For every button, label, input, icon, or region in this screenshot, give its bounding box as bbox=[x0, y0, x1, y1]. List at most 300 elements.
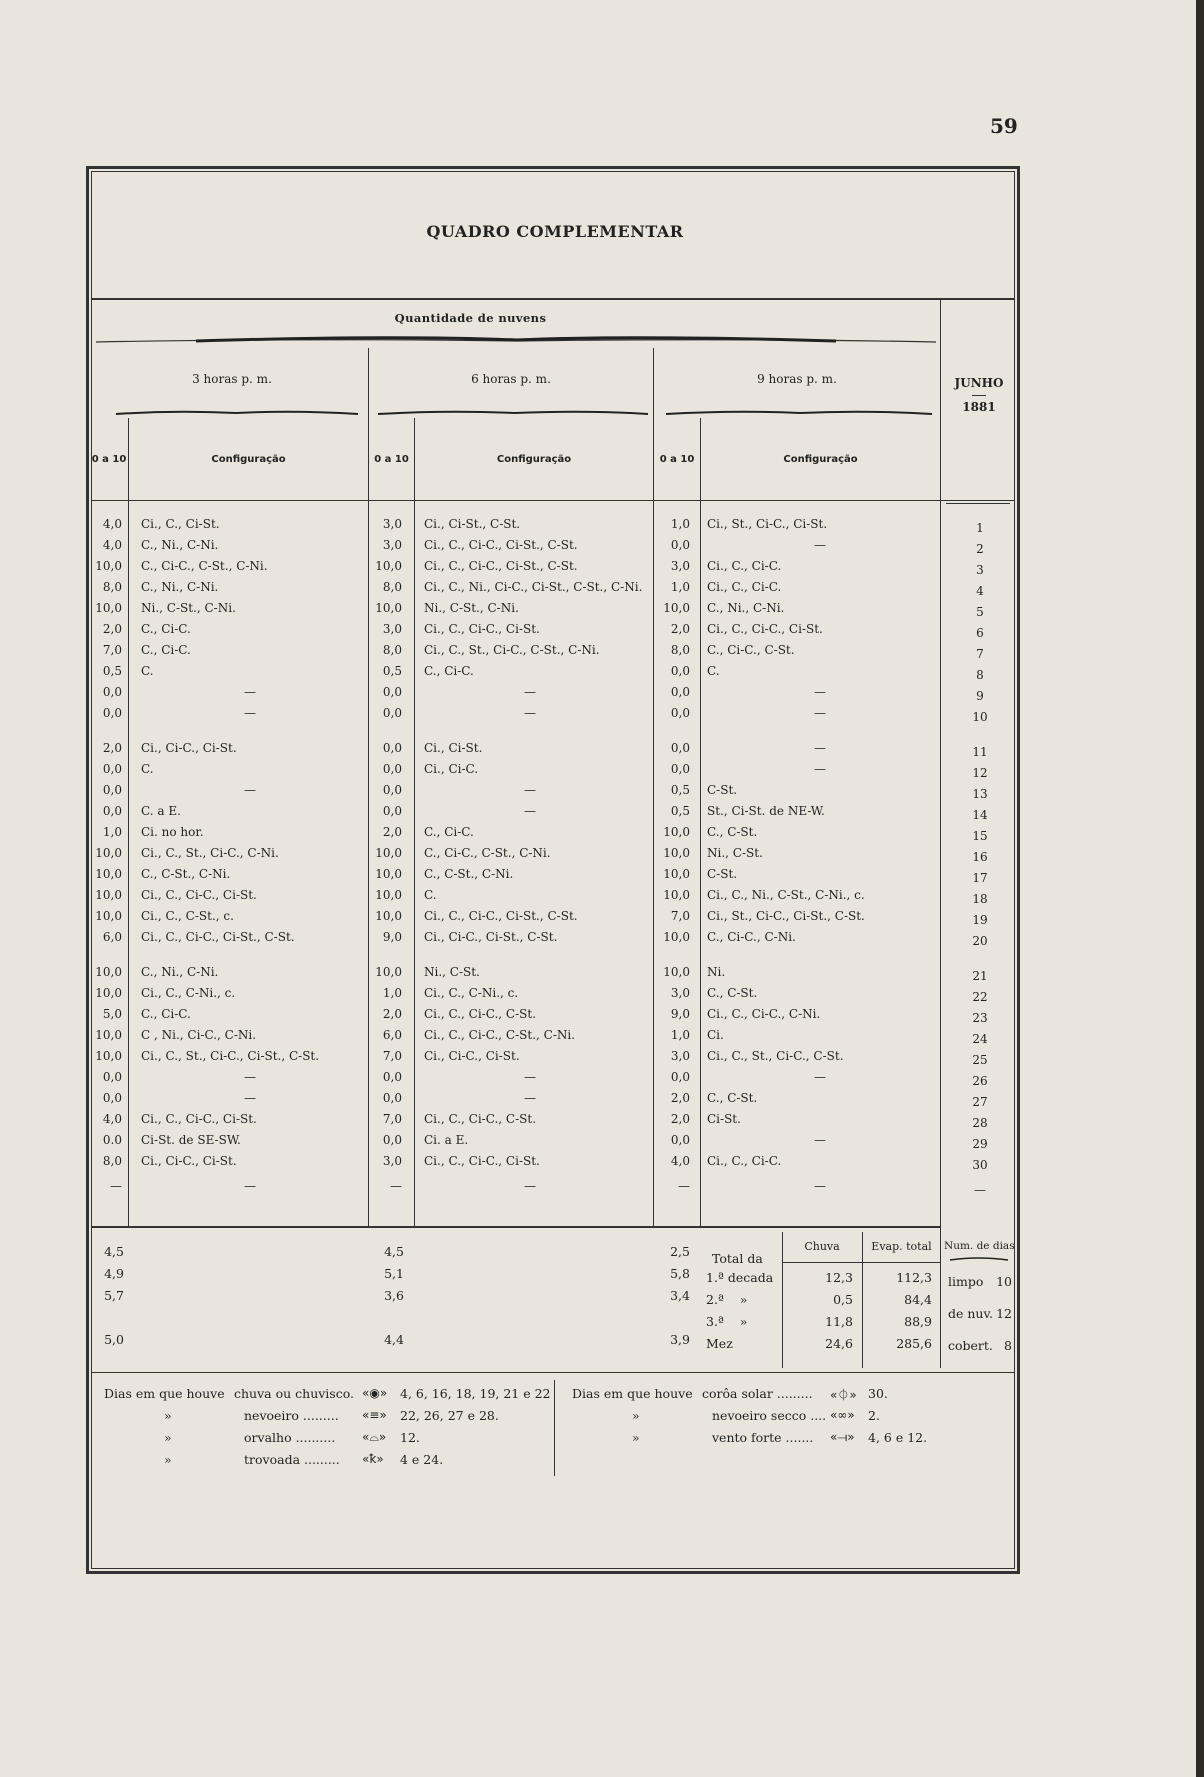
amount-6pm: 3,0 bbox=[382, 622, 402, 636]
config-6pm: C., Ci-C., C-St., C-Ni. bbox=[424, 846, 551, 860]
day-number: 20 bbox=[972, 934, 988, 948]
config-3pm: Ci-St. de SE-SW. bbox=[141, 1133, 241, 1147]
amount-6pm: 10,0 bbox=[375, 601, 402, 615]
note-label: corôa solar ......... bbox=[702, 1386, 813, 1401]
config-9pm: Ci., St., Ci-C., Ci-St., C-St. bbox=[707, 909, 865, 923]
amount-9pm: 9,0 bbox=[670, 1007, 690, 1021]
header-rule bbox=[91, 500, 1015, 501]
amount-9pm: 0,0 bbox=[670, 706, 690, 720]
amount-9pm: 1,0 bbox=[670, 1028, 690, 1042]
config-6pm: Ci., Ci-C., Ci-St. bbox=[424, 1049, 520, 1063]
dias-header: Num. de dias bbox=[944, 1240, 1015, 1252]
config-9pm: C., Ci-C., C-Ni. bbox=[707, 930, 796, 944]
table-row bbox=[0, 576, 1204, 598]
totals-chuva: 12,3 bbox=[825, 1270, 853, 1285]
config-9pm: — bbox=[814, 1133, 826, 1147]
note-symbol-icon: «⟞» bbox=[830, 1430, 855, 1444]
config-9pm: Ci., C., Ci-C., Ci-St. bbox=[707, 622, 823, 636]
table-row bbox=[0, 513, 1204, 535]
config-6pm: Ci. a E. bbox=[424, 1133, 469, 1147]
amount-9pm: 1,0 bbox=[670, 517, 690, 531]
table-row bbox=[0, 842, 1204, 864]
title-rule bbox=[91, 298, 1015, 300]
amount-6pm: 0,0 bbox=[382, 741, 402, 755]
day-number: 19 bbox=[972, 913, 988, 927]
totals-evap: 112,3 bbox=[896, 1270, 932, 1285]
config-6pm: Ci., C., Ci-C., C-St. bbox=[424, 1112, 537, 1126]
table-row bbox=[0, 1129, 1204, 1151]
table-row bbox=[0, 926, 1204, 948]
table-row bbox=[0, 702, 1204, 724]
amount-3pm: 10,0 bbox=[95, 601, 122, 615]
config-3pm: C., Ci-C. bbox=[141, 1007, 191, 1021]
config-3pm: Ci., C., Ci-C., Ci-St., C-St. bbox=[141, 930, 295, 944]
day-number: 26 bbox=[972, 1074, 988, 1088]
amount-6pm: 0,0 bbox=[382, 1091, 402, 1105]
mean-p2: 3,6 bbox=[384, 1288, 404, 1303]
config-9pm: Ci., C., St., Ci-C., C-St. bbox=[707, 1049, 844, 1063]
amount-3pm: 10,0 bbox=[95, 888, 122, 902]
month-header bbox=[944, 376, 1014, 415]
mean-p1: 4,5 bbox=[104, 1244, 124, 1259]
col-amount-3: 0 a 10 bbox=[659, 454, 695, 465]
config-9pm: Ni., C-St. bbox=[707, 846, 763, 860]
table-row bbox=[0, 1045, 1204, 1067]
amount-6pm: 0,0 bbox=[382, 804, 402, 818]
period-9pm: 9 horas p. m. bbox=[757, 372, 837, 386]
table-row bbox=[0, 961, 1204, 983]
amount-3pm: 0,0 bbox=[102, 1091, 122, 1105]
amount-3pm: 7,0 bbox=[102, 643, 122, 657]
amount-9pm: 0,0 bbox=[670, 762, 690, 776]
config-3pm: Ci., C., Ci-C., Ci-St. bbox=[141, 888, 257, 902]
table-row bbox=[0, 534, 1204, 556]
config-6pm: C. bbox=[424, 888, 437, 902]
config-3pm: Ni., C-St., C-Ni. bbox=[141, 601, 236, 615]
note-label: nevoeiro secco .... bbox=[712, 1408, 827, 1423]
day-number: 15 bbox=[972, 829, 988, 843]
day-number: 13 bbox=[972, 787, 988, 801]
config-3pm: — bbox=[244, 1091, 256, 1105]
period-braces bbox=[96, 408, 942, 420]
config-3pm: C., Ci-C., C-St., C-Ni. bbox=[141, 559, 268, 573]
totals-label: Mez bbox=[706, 1336, 733, 1351]
amount-9pm: 10,0 bbox=[663, 601, 690, 615]
table-row bbox=[0, 884, 1204, 906]
totals-label: 3.ª » bbox=[706, 1314, 748, 1329]
amount-9pm: 4,0 bbox=[670, 1154, 690, 1168]
amount-6pm: 10,0 bbox=[375, 888, 402, 902]
config-3pm: C. a E. bbox=[141, 804, 181, 818]
config-3pm: Ci. no hor. bbox=[141, 825, 204, 839]
config-6pm: — bbox=[524, 1070, 536, 1084]
note-value: 12. bbox=[400, 1430, 420, 1445]
config-6pm: — bbox=[524, 685, 536, 699]
day-number: 3 bbox=[976, 563, 984, 577]
config-6pm: Ni., C-St. bbox=[424, 965, 480, 979]
note-prefix: » bbox=[632, 1430, 640, 1445]
amount-3pm: 8,0 bbox=[102, 1154, 122, 1168]
table-row bbox=[0, 1003, 1204, 1025]
col-config-2: Configuração bbox=[496, 454, 572, 465]
amount-6pm: 0,5 bbox=[382, 664, 402, 678]
config-3pm: Ci., C., C-Ni., c. bbox=[141, 986, 236, 1000]
day-number: 22 bbox=[972, 990, 988, 1004]
config-3pm: Ci., Ci-C., Ci-St. bbox=[141, 1154, 237, 1168]
config-6pm: Ni., C-St., C-Ni. bbox=[424, 601, 519, 615]
table-row bbox=[0, 758, 1204, 780]
amount-6pm: — bbox=[390, 1179, 402, 1193]
totals-title: Total da bbox=[712, 1251, 763, 1266]
amount-9pm: 10,0 bbox=[663, 930, 690, 944]
amount-3pm: 10,0 bbox=[95, 986, 122, 1000]
mean-p1: 4,9 bbox=[104, 1266, 124, 1281]
note-label: orvalho .......... bbox=[244, 1430, 336, 1445]
day-number: 7 bbox=[976, 647, 984, 661]
dias-label: limpo bbox=[948, 1274, 984, 1289]
config-3pm: Ci., Ci-C., Ci-St. bbox=[141, 741, 237, 755]
amount-3pm: 8,0 bbox=[102, 580, 122, 594]
amount-3pm: 0,0 bbox=[102, 804, 122, 818]
amount-9pm: 3,0 bbox=[670, 986, 690, 1000]
day-number: 1 bbox=[976, 521, 984, 535]
config-9pm: C-St. bbox=[707, 783, 738, 797]
config-9pm: — bbox=[814, 741, 826, 755]
totals-chuva: 11,8 bbox=[825, 1314, 853, 1329]
amount-6pm: 0,0 bbox=[382, 685, 402, 699]
table-row bbox=[0, 863, 1204, 885]
config-6pm: Ci., C., Ni., Ci-C., Ci-St., C-St., C-Ni. bbox=[424, 580, 643, 594]
config-3pm: Ci., C., Ci-St. bbox=[141, 517, 220, 531]
totals-label: 2.ª » bbox=[706, 1292, 748, 1307]
config-6pm: Ci., C., Ci-C., C-St. bbox=[424, 1007, 537, 1021]
amount-9pm: 10,0 bbox=[663, 846, 690, 860]
config-9pm: C., Ci-C., C-St. bbox=[707, 643, 795, 657]
note-prefix: » bbox=[164, 1452, 172, 1467]
note-label: trovoada ......... bbox=[244, 1452, 340, 1467]
config-3pm: C., Ni., C-Ni. bbox=[141, 538, 219, 552]
table-row bbox=[0, 1087, 1204, 1109]
amount-6pm: 0,0 bbox=[382, 1133, 402, 1147]
amount-3pm: 1,0 bbox=[102, 825, 122, 839]
amount-6pm: 0,0 bbox=[382, 1070, 402, 1084]
day-number: 21 bbox=[972, 969, 988, 983]
note-symbol-icon: «⌓» bbox=[362, 1430, 387, 1444]
config-3pm: Ci., C., St., Ci-C., C-Ni. bbox=[141, 846, 279, 860]
config-6pm: — bbox=[524, 783, 536, 797]
note-prefix: » bbox=[164, 1430, 172, 1445]
amount-9pm: 0,5 bbox=[670, 804, 690, 818]
note-label: nevoeiro ......... bbox=[244, 1408, 339, 1423]
config-6pm: Ci., Ci-St., C-St. bbox=[424, 517, 521, 531]
amount-9pm: 0,0 bbox=[670, 664, 690, 678]
day-number: 12 bbox=[972, 766, 988, 780]
totals-label: 1.ª decada bbox=[706, 1270, 774, 1285]
config-3pm: C., Ni., C-Ni. bbox=[141, 580, 219, 594]
config-6pm: Ci., Ci-St. bbox=[424, 741, 483, 755]
table-row bbox=[0, 1024, 1204, 1046]
table-row bbox=[0, 821, 1204, 843]
year-label: 1881 bbox=[962, 400, 996, 414]
amount-6pm: 3,0 bbox=[382, 1154, 402, 1168]
note-symbol-icon: «∞» bbox=[830, 1408, 855, 1422]
config-9pm: — bbox=[814, 1070, 826, 1084]
note-prefix: » bbox=[164, 1408, 172, 1423]
config-9pm: — bbox=[814, 685, 826, 699]
day-number: 25 bbox=[972, 1053, 988, 1067]
config-3pm: C., Ci-C. bbox=[141, 643, 191, 657]
period-6pm: 6 horas p. m. bbox=[471, 372, 551, 386]
totals-chuva-header: Chuva bbox=[804, 1240, 840, 1253]
note-value: 22, 26, 27 e 28. bbox=[400, 1408, 499, 1423]
note-prefix: Dias em que houve bbox=[104, 1386, 225, 1401]
amount-9pm: 10,0 bbox=[663, 888, 690, 902]
amount-3pm: 10,0 bbox=[95, 846, 122, 860]
amount-6pm: 10,0 bbox=[375, 909, 402, 923]
config-3pm: — bbox=[244, 1070, 256, 1084]
amount-6pm: 7,0 bbox=[382, 1049, 402, 1063]
config-9pm: — bbox=[814, 706, 826, 720]
section-title: Quantidade de nuvens bbox=[394, 311, 547, 325]
amount-6pm: 3,0 bbox=[382, 517, 402, 531]
page-number: 59 bbox=[990, 114, 1018, 138]
amount-3pm: 0,0 bbox=[102, 685, 122, 699]
config-3pm: Ci., C., St., Ci-C., Ci-St., C-St. bbox=[141, 1049, 320, 1063]
config-9pm: C-St. bbox=[707, 867, 738, 881]
amount-9pm: 2,0 bbox=[670, 1112, 690, 1126]
note-value: 4, 6, 16, 18, 19, 21 e 22 bbox=[400, 1386, 551, 1401]
amount-3pm: 0,5 bbox=[102, 664, 122, 678]
day-number: 28 bbox=[972, 1116, 988, 1130]
col-config-3: Configuração bbox=[783, 454, 858, 465]
config-3pm: — bbox=[244, 706, 256, 720]
amount-3pm: — bbox=[110, 1179, 122, 1193]
note-symbol-icon: «ꝁ» bbox=[362, 1452, 384, 1466]
col-amount-2: 0 a 10 bbox=[374, 454, 409, 465]
config-9pm: Ci., C., Ci-C. bbox=[707, 580, 782, 594]
amount-9pm: 10,0 bbox=[663, 965, 690, 979]
table-row bbox=[0, 1150, 1204, 1172]
amount-9pm: 0,0 bbox=[670, 1133, 690, 1147]
config-9pm: Ci. bbox=[707, 1028, 724, 1042]
dias-value: 8 bbox=[1004, 1338, 1012, 1353]
table-row bbox=[0, 597, 1204, 619]
notes-rule bbox=[91, 1372, 1015, 1373]
config-9pm: — bbox=[814, 538, 826, 552]
table-row bbox=[0, 982, 1204, 1004]
config-9pm: Ci., C., Ci-C., C-Ni. bbox=[707, 1007, 821, 1021]
config-3pm: — bbox=[244, 783, 256, 797]
amount-9pm: 10,0 bbox=[663, 825, 690, 839]
amount-3pm: 0.0 bbox=[102, 1133, 122, 1147]
config-9pm: C., Ni., C-Ni. bbox=[707, 601, 785, 615]
day-number: 6 bbox=[976, 626, 984, 640]
amount-3pm: 2,0 bbox=[102, 622, 122, 636]
day-number: 5 bbox=[976, 605, 984, 619]
amount-6pm: 8,0 bbox=[382, 580, 402, 594]
day-number: 8 bbox=[976, 668, 984, 682]
note-label: vento forte ....... bbox=[712, 1430, 814, 1445]
totals-hdr-rule bbox=[783, 1262, 940, 1263]
amount-9pm: 2,0 bbox=[670, 1091, 690, 1105]
note-symbol-icon: «≡» bbox=[362, 1408, 387, 1422]
dias-value: 12 bbox=[996, 1306, 1012, 1321]
note-label: chuva ou chuvisco. bbox=[234, 1386, 354, 1401]
dias-brace bbox=[948, 1256, 1010, 1264]
note-value: 2. bbox=[868, 1408, 880, 1423]
table-row bbox=[0, 555, 1204, 577]
config-3pm: C , Ni., Ci-C., C-Ni. bbox=[141, 1028, 257, 1042]
amount-3pm: 10,0 bbox=[95, 1028, 122, 1042]
config-9pm: — bbox=[814, 1179, 826, 1193]
table-row bbox=[0, 737, 1204, 759]
amount-3pm: 4,0 bbox=[102, 1112, 122, 1126]
amount-6pm: 0,0 bbox=[382, 706, 402, 720]
amount-3pm: 0,0 bbox=[102, 783, 122, 797]
totals-evap: 84,4 bbox=[904, 1292, 932, 1307]
amount-6pm: 10,0 bbox=[375, 846, 402, 860]
config-9pm: C., C-St. bbox=[707, 825, 758, 839]
table-row bbox=[0, 779, 1204, 801]
amount-6pm: 10,0 bbox=[375, 559, 402, 573]
amount-3pm: 0,0 bbox=[102, 706, 122, 720]
config-9pm: Ci., C., Ci-C. bbox=[707, 1154, 782, 1168]
amount-3pm: 10,0 bbox=[95, 1049, 122, 1063]
section-brace bbox=[96, 334, 936, 348]
amount-9pm: 0,0 bbox=[670, 1070, 690, 1084]
amount-6pm: 0,0 bbox=[382, 783, 402, 797]
mean-p2: 4,4 bbox=[384, 1332, 404, 1347]
config-6pm: Ci., C., C-Ni., c. bbox=[424, 986, 519, 1000]
config-3pm: — bbox=[244, 685, 256, 699]
amount-3pm: 10,0 bbox=[95, 909, 122, 923]
mean-p2: 5,1 bbox=[384, 1266, 404, 1281]
config-3pm: C. bbox=[141, 664, 154, 678]
amount-3pm: 4,0 bbox=[102, 538, 122, 552]
dias-label: cobert. bbox=[948, 1338, 993, 1353]
month-header-rule bbox=[946, 503, 1010, 504]
config-9pm: — bbox=[814, 762, 826, 776]
amount-9pm: — bbox=[678, 1179, 690, 1193]
totals-chuva: 0,5 bbox=[833, 1292, 853, 1307]
config-3pm: C., C-St., C-Ni. bbox=[141, 867, 231, 881]
mean-p3: 5,8 bbox=[670, 1266, 690, 1281]
day-number: 27 bbox=[972, 1095, 988, 1109]
config-3pm: C., Ci-C. bbox=[141, 622, 191, 636]
mean-p1: 5,0 bbox=[104, 1332, 124, 1347]
config-3pm: C., Ni., C-Ni. bbox=[141, 965, 219, 979]
amount-6pm: 6,0 bbox=[382, 1028, 402, 1042]
config-3pm: — bbox=[244, 1179, 256, 1193]
table-row bbox=[0, 660, 1204, 682]
amount-3pm: 4,0 bbox=[102, 517, 122, 531]
day-number: 4 bbox=[976, 584, 984, 598]
note-symbol-icon: «◉» bbox=[362, 1386, 388, 1400]
config-9pm: Ci., C., Ni., C-St., C-Ni., c. bbox=[707, 888, 865, 902]
config-6pm: C., Ci-C. bbox=[424, 664, 474, 678]
amount-9pm: 3,0 bbox=[670, 559, 690, 573]
table-row bbox=[0, 618, 1204, 640]
config-3pm: Ci., C., C-St., c. bbox=[141, 909, 234, 923]
day-number: 14 bbox=[972, 808, 988, 822]
col-config-1: Configuração bbox=[211, 454, 286, 465]
day-number: 10 bbox=[972, 710, 988, 724]
period-3pm: 3 horas p. m. bbox=[192, 372, 272, 386]
day-number: 2 bbox=[976, 542, 984, 556]
config-9pm: C. bbox=[707, 664, 720, 678]
amount-9pm: 1,0 bbox=[670, 580, 690, 594]
config-9pm: Ci-St. bbox=[707, 1112, 741, 1126]
day-number: 11 bbox=[972, 745, 988, 759]
config-6pm: Ci., C., Ci-C., C-St., C-Ni. bbox=[424, 1028, 576, 1042]
note-prefix: Dias em que houve bbox=[572, 1386, 693, 1401]
amount-3pm: 10,0 bbox=[95, 867, 122, 881]
amount-9pm: 0,0 bbox=[670, 741, 690, 755]
config-6pm: Ci., C., Ci-C., Ci-St., C-St. bbox=[424, 909, 578, 923]
config-9pm: Ci., St., Ci-C., Ci-St. bbox=[707, 517, 828, 531]
note-value: 4 e 24. bbox=[400, 1452, 444, 1467]
col-amount-1: 0 a 10 bbox=[91, 454, 127, 465]
day-number: 17 bbox=[972, 871, 988, 885]
notes-sep bbox=[554, 1380, 555, 1476]
note-value: 4, 6 e 12. bbox=[868, 1430, 928, 1445]
amount-6pm: 10,0 bbox=[375, 867, 402, 881]
totals-evap-header: Evap. total bbox=[871, 1240, 932, 1253]
config-6pm: Ci., C., Ci-C., Ci-St. bbox=[424, 1154, 540, 1168]
config-6pm: — bbox=[524, 804, 536, 818]
amount-9pm: 3,0 bbox=[670, 1049, 690, 1063]
amount-6pm: 7,0 bbox=[382, 1112, 402, 1126]
config-9pm: C., C-St. bbox=[707, 1091, 758, 1105]
amount-9pm: 0,0 bbox=[670, 538, 690, 552]
amount-9pm: 0,0 bbox=[670, 685, 690, 699]
config-6pm: — bbox=[524, 1091, 536, 1105]
totals-evap: 88,9 bbox=[904, 1314, 932, 1329]
amount-3pm: 5,0 bbox=[102, 1007, 122, 1021]
table-row bbox=[0, 1175, 1204, 1197]
config-3pm: C. bbox=[141, 762, 154, 776]
amount-6pm: 1,0 bbox=[382, 986, 402, 1000]
amount-9pm: 8,0 bbox=[670, 643, 690, 657]
config-9pm: St., Ci-St. de NE-W. bbox=[707, 804, 825, 818]
config-9pm: C., C-St. bbox=[707, 986, 758, 1000]
config-9pm: Ci., C., Ci-C. bbox=[707, 559, 782, 573]
amount-6pm: 10,0 bbox=[375, 965, 402, 979]
amount-3pm: 0,0 bbox=[102, 762, 122, 776]
table-row bbox=[0, 639, 1204, 661]
table-row bbox=[0, 1066, 1204, 1088]
day-number: 24 bbox=[972, 1032, 988, 1046]
day-number: 23 bbox=[972, 1011, 988, 1025]
table-row bbox=[0, 681, 1204, 703]
config-6pm: C., C-St., C-Ni. bbox=[424, 867, 514, 881]
note-prefix: » bbox=[632, 1408, 640, 1423]
config-6pm: Ci., Ci-C., Ci-St., C-St. bbox=[424, 930, 558, 944]
day-number: — bbox=[974, 1183, 986, 1197]
amount-6pm: 3,0 bbox=[382, 538, 402, 552]
mean-p1: 5,7 bbox=[104, 1288, 124, 1303]
config-6pm: — bbox=[524, 1179, 536, 1193]
mean-p3: 2,5 bbox=[670, 1244, 690, 1259]
config-3pm: Ci., C., Ci-C., Ci-St. bbox=[141, 1112, 257, 1126]
config-6pm: Ci., C., St., Ci-C., C-St., C-Ni. bbox=[424, 643, 600, 657]
mean-p3: 3,4 bbox=[670, 1288, 690, 1303]
day-number: 9 bbox=[976, 689, 984, 703]
amount-6pm: 8,0 bbox=[382, 643, 402, 657]
config-6pm: Ci., C., Ci-C., Ci-St. bbox=[424, 622, 540, 636]
totals-chuva: 24,6 bbox=[825, 1336, 853, 1351]
table-title: QUADRO COMPLEMENTAR bbox=[426, 222, 684, 241]
